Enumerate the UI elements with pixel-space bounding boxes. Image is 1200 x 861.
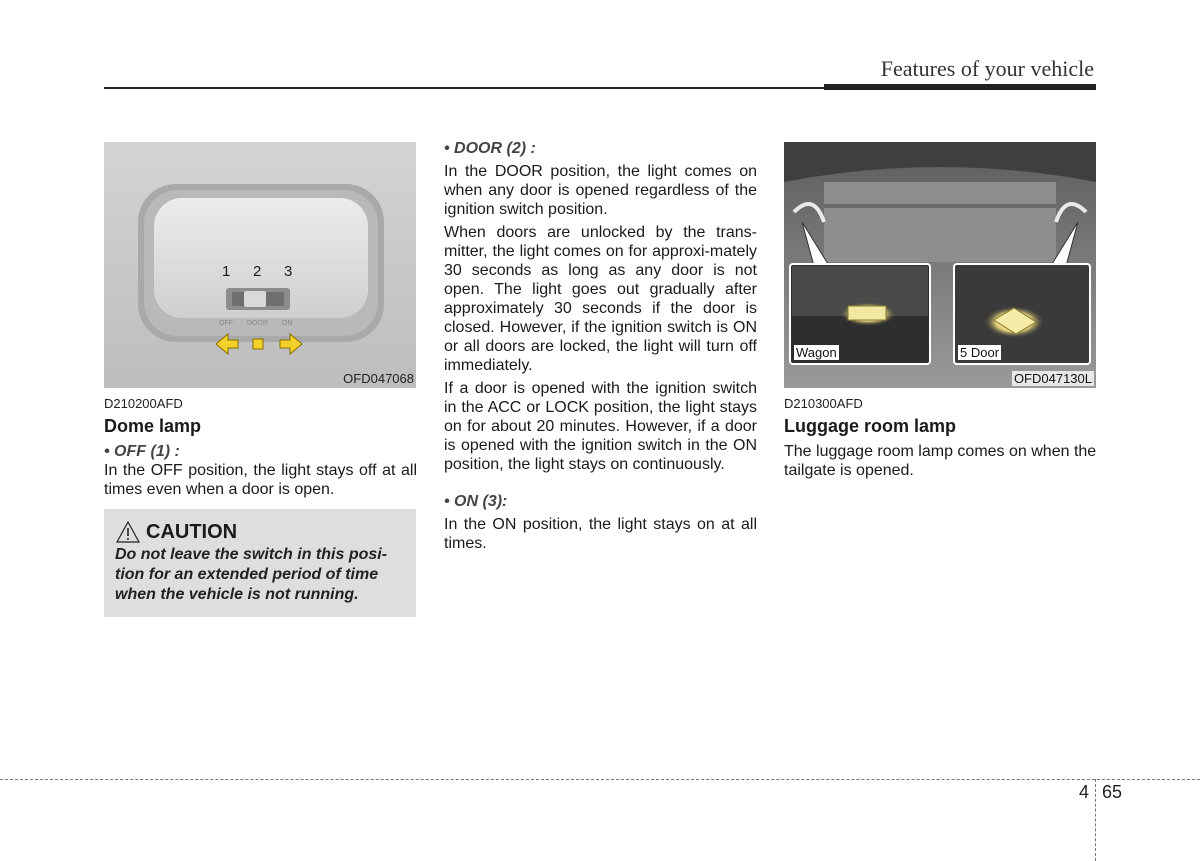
section-title: Dome lamp (104, 416, 202, 436)
page-number: 65 (1102, 782, 1123, 802)
footer-rule (0, 779, 1200, 780)
header-rule-thick (824, 84, 1096, 90)
figure-code: OFD047068 (343, 371, 414, 386)
off-heading: • OFF (1) : (104, 443, 180, 460)
middle-column-text (444, 139, 757, 553)
off-text: In the OFF position, the light stays off at all times even when a door is open. (104, 462, 417, 498)
switch-label-off: OFF (219, 320, 233, 327)
section-code: D210200AFD (104, 396, 183, 411)
luggage-lamp-text: The luggage room lamp comes on when the tailgate is opened. (784, 443, 1097, 479)
inset-label-5-door: 5 Door (960, 345, 1000, 360)
section-title: Luggage room lamp (784, 416, 957, 436)
on-text: In the ON position, the light stays on at all times. (444, 516, 757, 552)
fig-number-2: 2 (253, 263, 262, 280)
header-title: Features of your vehicle (880, 56, 1094, 81)
caution-title: CAUTION (146, 521, 238, 543)
door-paragraph-3: If a door is opened with the ignition switch in the ACC or LOCK position, the light stays on for about 20 minutes. However, if a door is opened with the ignition switch in the ON position, the light stays on continuously. (444, 380, 757, 473)
dome-lamp-figure (104, 142, 416, 388)
figure-code: OFD047130L (1013, 371, 1092, 386)
fig-number-3: 3 (284, 263, 293, 280)
section-code: D210300AFD (784, 396, 863, 411)
chapter-number: 4 (1079, 782, 1090, 802)
on-heading: • ON (3): (444, 493, 508, 510)
caution-text: Do not leave the switch in this posi-tion for an extended period of time when the vehicle is not running. (115, 546, 388, 603)
door-heading: • DOOR (2) : (444, 140, 536, 157)
footer-divider (1095, 779, 1096, 861)
luggage-lamp-figure (784, 142, 1096, 388)
header-rule (104, 87, 824, 89)
caution-box (104, 509, 416, 617)
door-paragraph-2: When doors are unlocked by the trans-mitter, the light comes on for approxi-mately 30 seconds as long as any door is not open. The light goes out gradually after approximately 30 seconds if the door is closed. However, if the ignition switch is ON or all doors are locked, the light will turn off immediately. (444, 224, 757, 374)
warning-icon (116, 521, 140, 543)
door-paragraph-1: In the DOOR position, the light comes on when any door is opened regardless of the ignition switch position. (444, 163, 757, 218)
switch-label-door: DOOR (247, 320, 268, 327)
inset-label-wagon: Wagon (796, 345, 837, 360)
fig-number-1: 1 (222, 263, 231, 280)
left-column-text (104, 394, 417, 499)
switch-label-on: ON (282, 320, 293, 327)
right-column-text (784, 394, 1097, 480)
